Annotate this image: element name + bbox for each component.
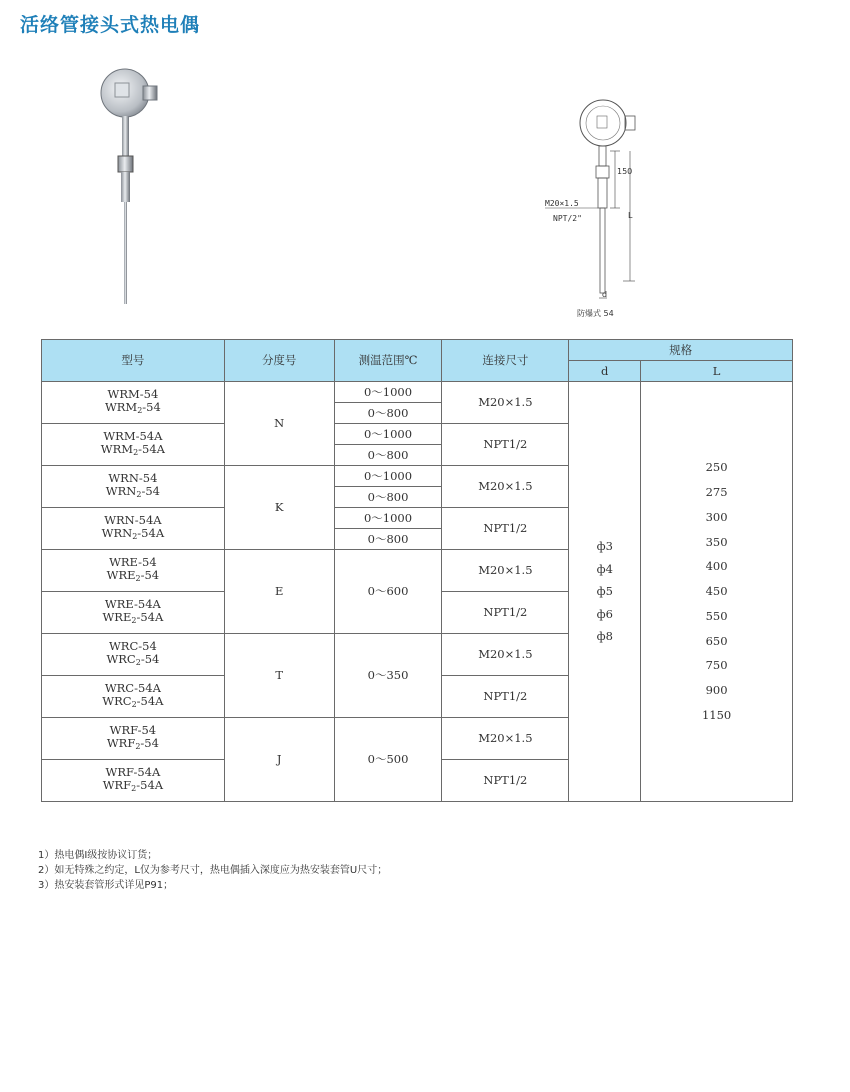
model-cell: WRE-54A $WRE_2-54A$ xyxy=(42,592,225,634)
connection-cell: NPT1/2 xyxy=(442,676,569,718)
header-model: 型号 xyxy=(42,340,225,382)
connection-cell: M20×1.5 xyxy=(442,466,569,508)
note-1: 1）热电偶I级按协议订货； xyxy=(38,850,158,861)
range-cell: 0～1000 xyxy=(334,424,442,445)
grade-cell: J xyxy=(224,718,334,802)
grade-cell: K xyxy=(224,466,334,550)
header-range: 测温范围℃ xyxy=(334,340,442,382)
model-cell: WRF-54A $WRF_2-54A$ xyxy=(42,760,225,802)
model-cell: WRN-54 $WRN_2-54$ xyxy=(42,466,225,508)
header-grade: 分度号 xyxy=(224,340,334,382)
model-cell: WRM-54A $WRM_2-54A$ xyxy=(42,424,225,466)
range-cell: 0～800 xyxy=(334,403,442,424)
grade-cell: E xyxy=(224,550,334,634)
notes xyxy=(38,848,387,893)
connection-cell: M20×1.5 xyxy=(442,718,569,760)
note-2: 2）如无特殊之约定，L仅为参考尺寸，热电偶插入深度应为热安装套管U尺寸； xyxy=(38,865,388,876)
model-cell: WRN-54A $WRN_2-54A$ xyxy=(42,508,225,550)
note-3: 3）热安装套管形式详见P91； xyxy=(38,880,174,891)
range-cell: 0～1000 xyxy=(334,382,442,403)
header-spec: 规格 xyxy=(569,340,793,361)
model-cell: WRC-54 $WRC_2-54$ xyxy=(42,634,225,676)
connection-cell: M20×1.5 xyxy=(442,634,569,676)
range-cell: 0～800 xyxy=(334,529,442,550)
dim-L-label: L xyxy=(628,211,633,220)
range-cell: 0～350 xyxy=(334,634,442,718)
header-d: d xyxy=(569,361,641,382)
L-values-cell: 250 275 300 350 400 450 550 650 750 900 1150 xyxy=(641,382,793,802)
connection-cell: NPT1/2 xyxy=(442,760,569,802)
model-cell: WRE-54 $WRE_2-54$ xyxy=(42,550,225,592)
model-cell: WRF-54 $WRF_2-54$ xyxy=(42,718,225,760)
thermocouple-photo xyxy=(95,58,175,308)
thread-m20-label: M20×1.5 xyxy=(545,199,579,208)
connection-cell: NPT1/2 xyxy=(442,424,569,466)
range-cell: 0～1000 xyxy=(334,508,442,529)
thread-npt-label: NPT/2" xyxy=(553,214,582,223)
range-cell: 0～1000 xyxy=(334,466,442,487)
page-title: 活络管接头式热电偶 xyxy=(20,14,201,36)
spec-table xyxy=(41,339,793,802)
range-cell: 0～800 xyxy=(334,445,442,466)
header-connection: 连接尺寸 xyxy=(442,340,569,382)
connection-cell: M20×1.5 xyxy=(442,550,569,592)
grade-cell: T xyxy=(224,634,334,718)
range-cell: 0～600 xyxy=(334,550,442,634)
model-cell: WRM-54 $WRM_2-54$ xyxy=(42,382,225,424)
dim-150-label: 150 xyxy=(617,167,633,176)
header-L: L xyxy=(641,361,793,382)
range-cell: 0～500 xyxy=(334,718,442,802)
connection-cell: NPT1/2 xyxy=(442,508,569,550)
connection-cell: NPT1/2 xyxy=(442,592,569,634)
dim-d-label: d xyxy=(602,290,608,299)
connection-cell: M20×1.5 xyxy=(442,382,569,424)
drawing-caption: 防爆式 54 xyxy=(577,309,614,318)
dimension-drawing xyxy=(535,98,675,323)
d-values-cell: ф3 ф4 ф5 ф6 ф8 xyxy=(569,382,641,802)
model-cell: WRC-54A $WRC_2-54A$ xyxy=(42,676,225,718)
grade-cell: N xyxy=(224,382,334,466)
range-cell: 0～800 xyxy=(334,487,442,508)
